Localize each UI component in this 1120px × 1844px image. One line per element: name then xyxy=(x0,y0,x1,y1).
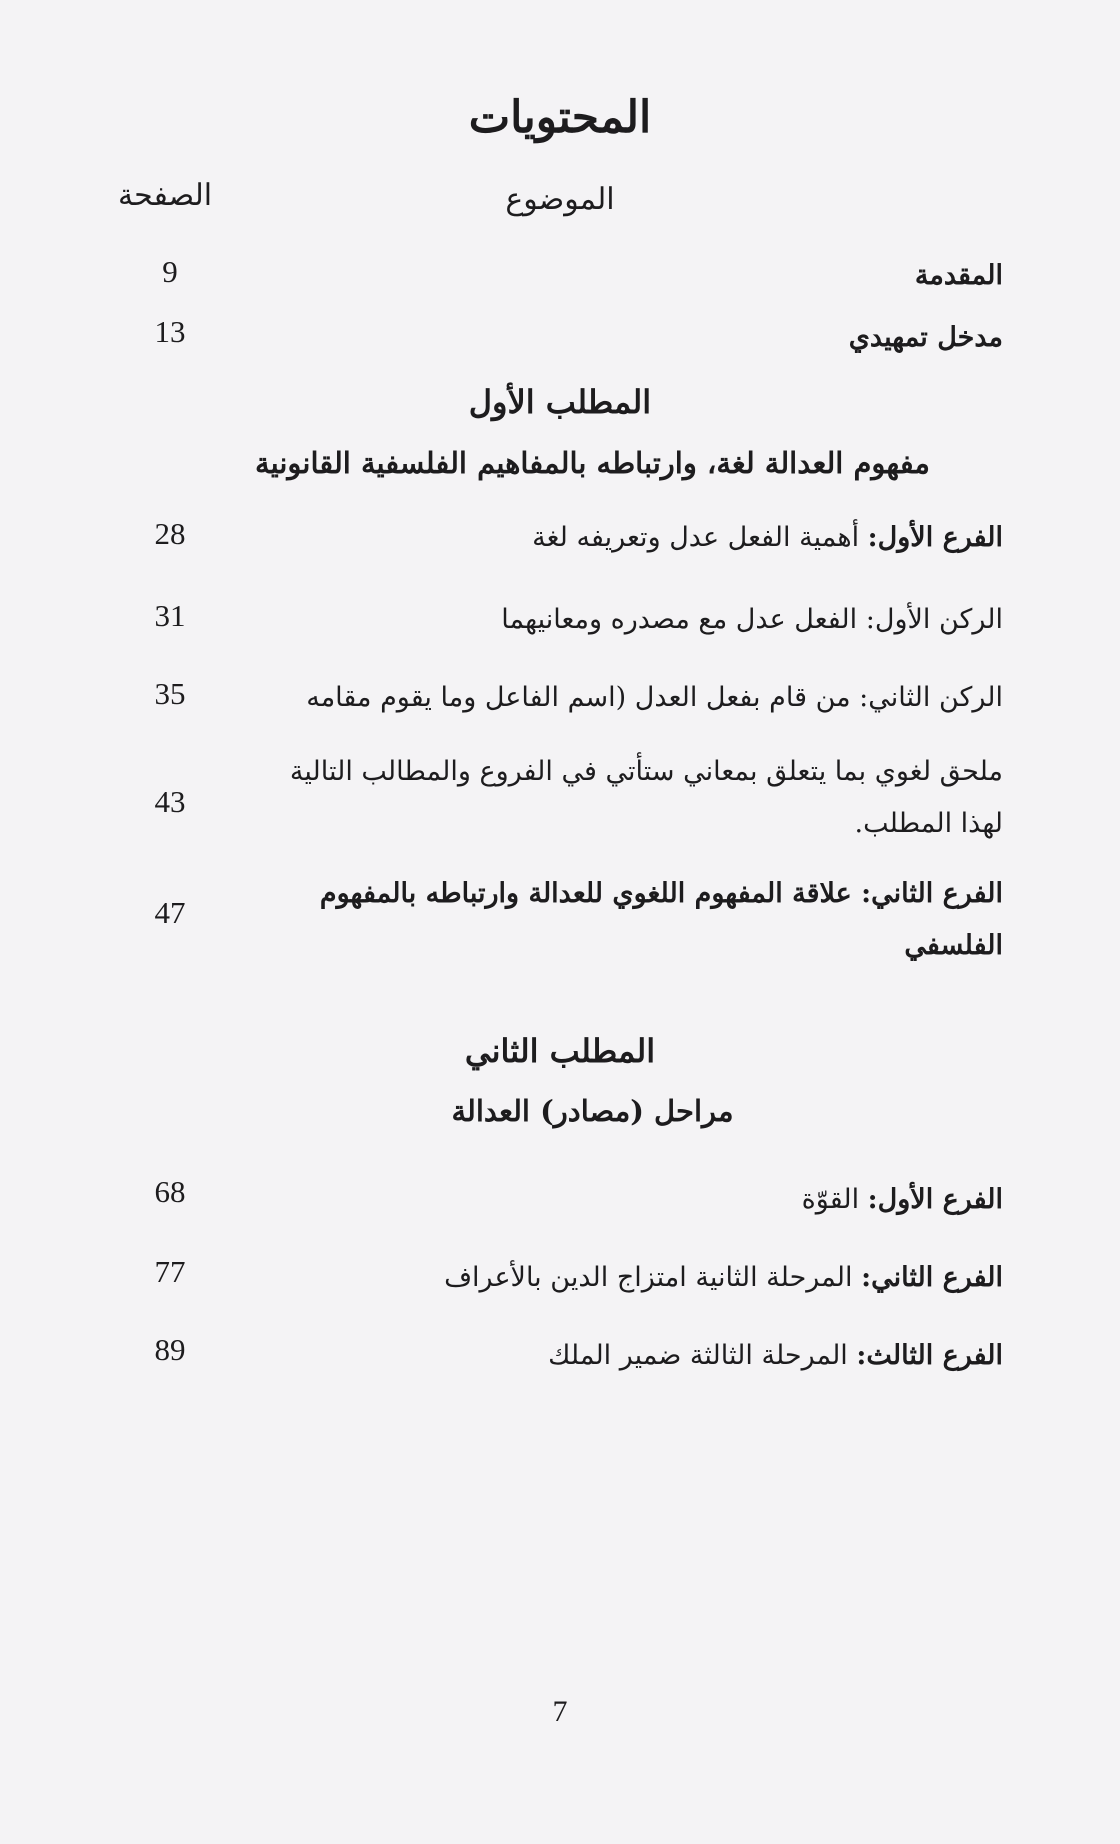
toc-entry xyxy=(250,1174,1003,1226)
toc-entry xyxy=(250,746,1003,850)
toc-page-number: 47 xyxy=(154,895,186,930)
page-column-header: الصفحة xyxy=(118,178,213,213)
topic-column-header: الموضوع xyxy=(505,182,615,217)
toc-entry-text: المرحلة الثالثة ضمير الملك xyxy=(548,1340,857,1371)
section-heading: المطلب الأول xyxy=(468,383,652,421)
toc-entry xyxy=(250,512,1003,564)
toc-entry-label: الفرع الأول: xyxy=(867,1184,1003,1215)
toc-entry-label: الفرع الثاني: علاقة المفهوم اللغوي للعدالة وارتباطه بالمفهوم الفلسفي xyxy=(319,878,1003,961)
page-title: المحتويات xyxy=(468,92,652,143)
page-folio-number: 7 xyxy=(552,1695,568,1728)
toc-page-number: 43 xyxy=(154,784,186,819)
toc-entry xyxy=(250,1330,1003,1382)
toc-entry-text: المقدمة xyxy=(914,260,1003,291)
toc-entry-text: الركن الأول: الفعل عدل مع مصدره ومعانيهما xyxy=(501,604,1003,635)
toc-entry-text: الركن الثاني: من قام بفعل العدل (اسم الفاعل وما يقوم مقامه xyxy=(306,682,1003,713)
toc-page-number: 89 xyxy=(154,1332,186,1367)
toc-entry-text: القوّة xyxy=(801,1184,868,1215)
toc-entry-text: المرحلة الثانية امتزاج الدين بالأعراف xyxy=(444,1262,862,1293)
toc-page-number: 77 xyxy=(154,1254,186,1289)
section-subtitle: مراحل (مصادر) العدالة xyxy=(451,1094,734,1128)
toc-page-number: 13 xyxy=(154,314,186,349)
toc-page-number: 31 xyxy=(154,598,186,633)
toc-entry-label: الفرع الثالث: xyxy=(856,1340,1003,1371)
toc-entry-label: الفرع الأول: xyxy=(867,522,1003,553)
toc-page-number: 28 xyxy=(154,516,186,551)
section-heading: المطلب الثاني xyxy=(464,1032,656,1070)
toc-entry-text: ملحق لغوي بما يتعلق بمعاني ستأتي في الفروع والمطالب التالية لهذا المطلب. xyxy=(289,756,1003,839)
toc-entry-text: أهمية الفعل عدل وتعريفه لغة xyxy=(532,522,868,553)
toc-entry xyxy=(250,672,1003,724)
toc-entry-text: مدخل تمهيدي xyxy=(848,322,1003,353)
toc-page-number: 68 xyxy=(154,1174,186,1209)
toc-entry-introduction xyxy=(250,250,1003,302)
toc-entry-label: الفرع الثاني: xyxy=(861,1262,1003,1293)
toc-page-number: 9 xyxy=(162,254,178,289)
toc-page-number: 35 xyxy=(154,676,186,711)
toc-entry-preface xyxy=(250,312,1003,364)
toc-entry xyxy=(250,868,1003,972)
section-subtitle: مفهوم العدالة لغة، وارتباطه بالمفاهيم الفلسفية القانونية xyxy=(255,446,930,480)
toc-entry xyxy=(250,594,1003,646)
toc-entry xyxy=(250,1252,1003,1304)
